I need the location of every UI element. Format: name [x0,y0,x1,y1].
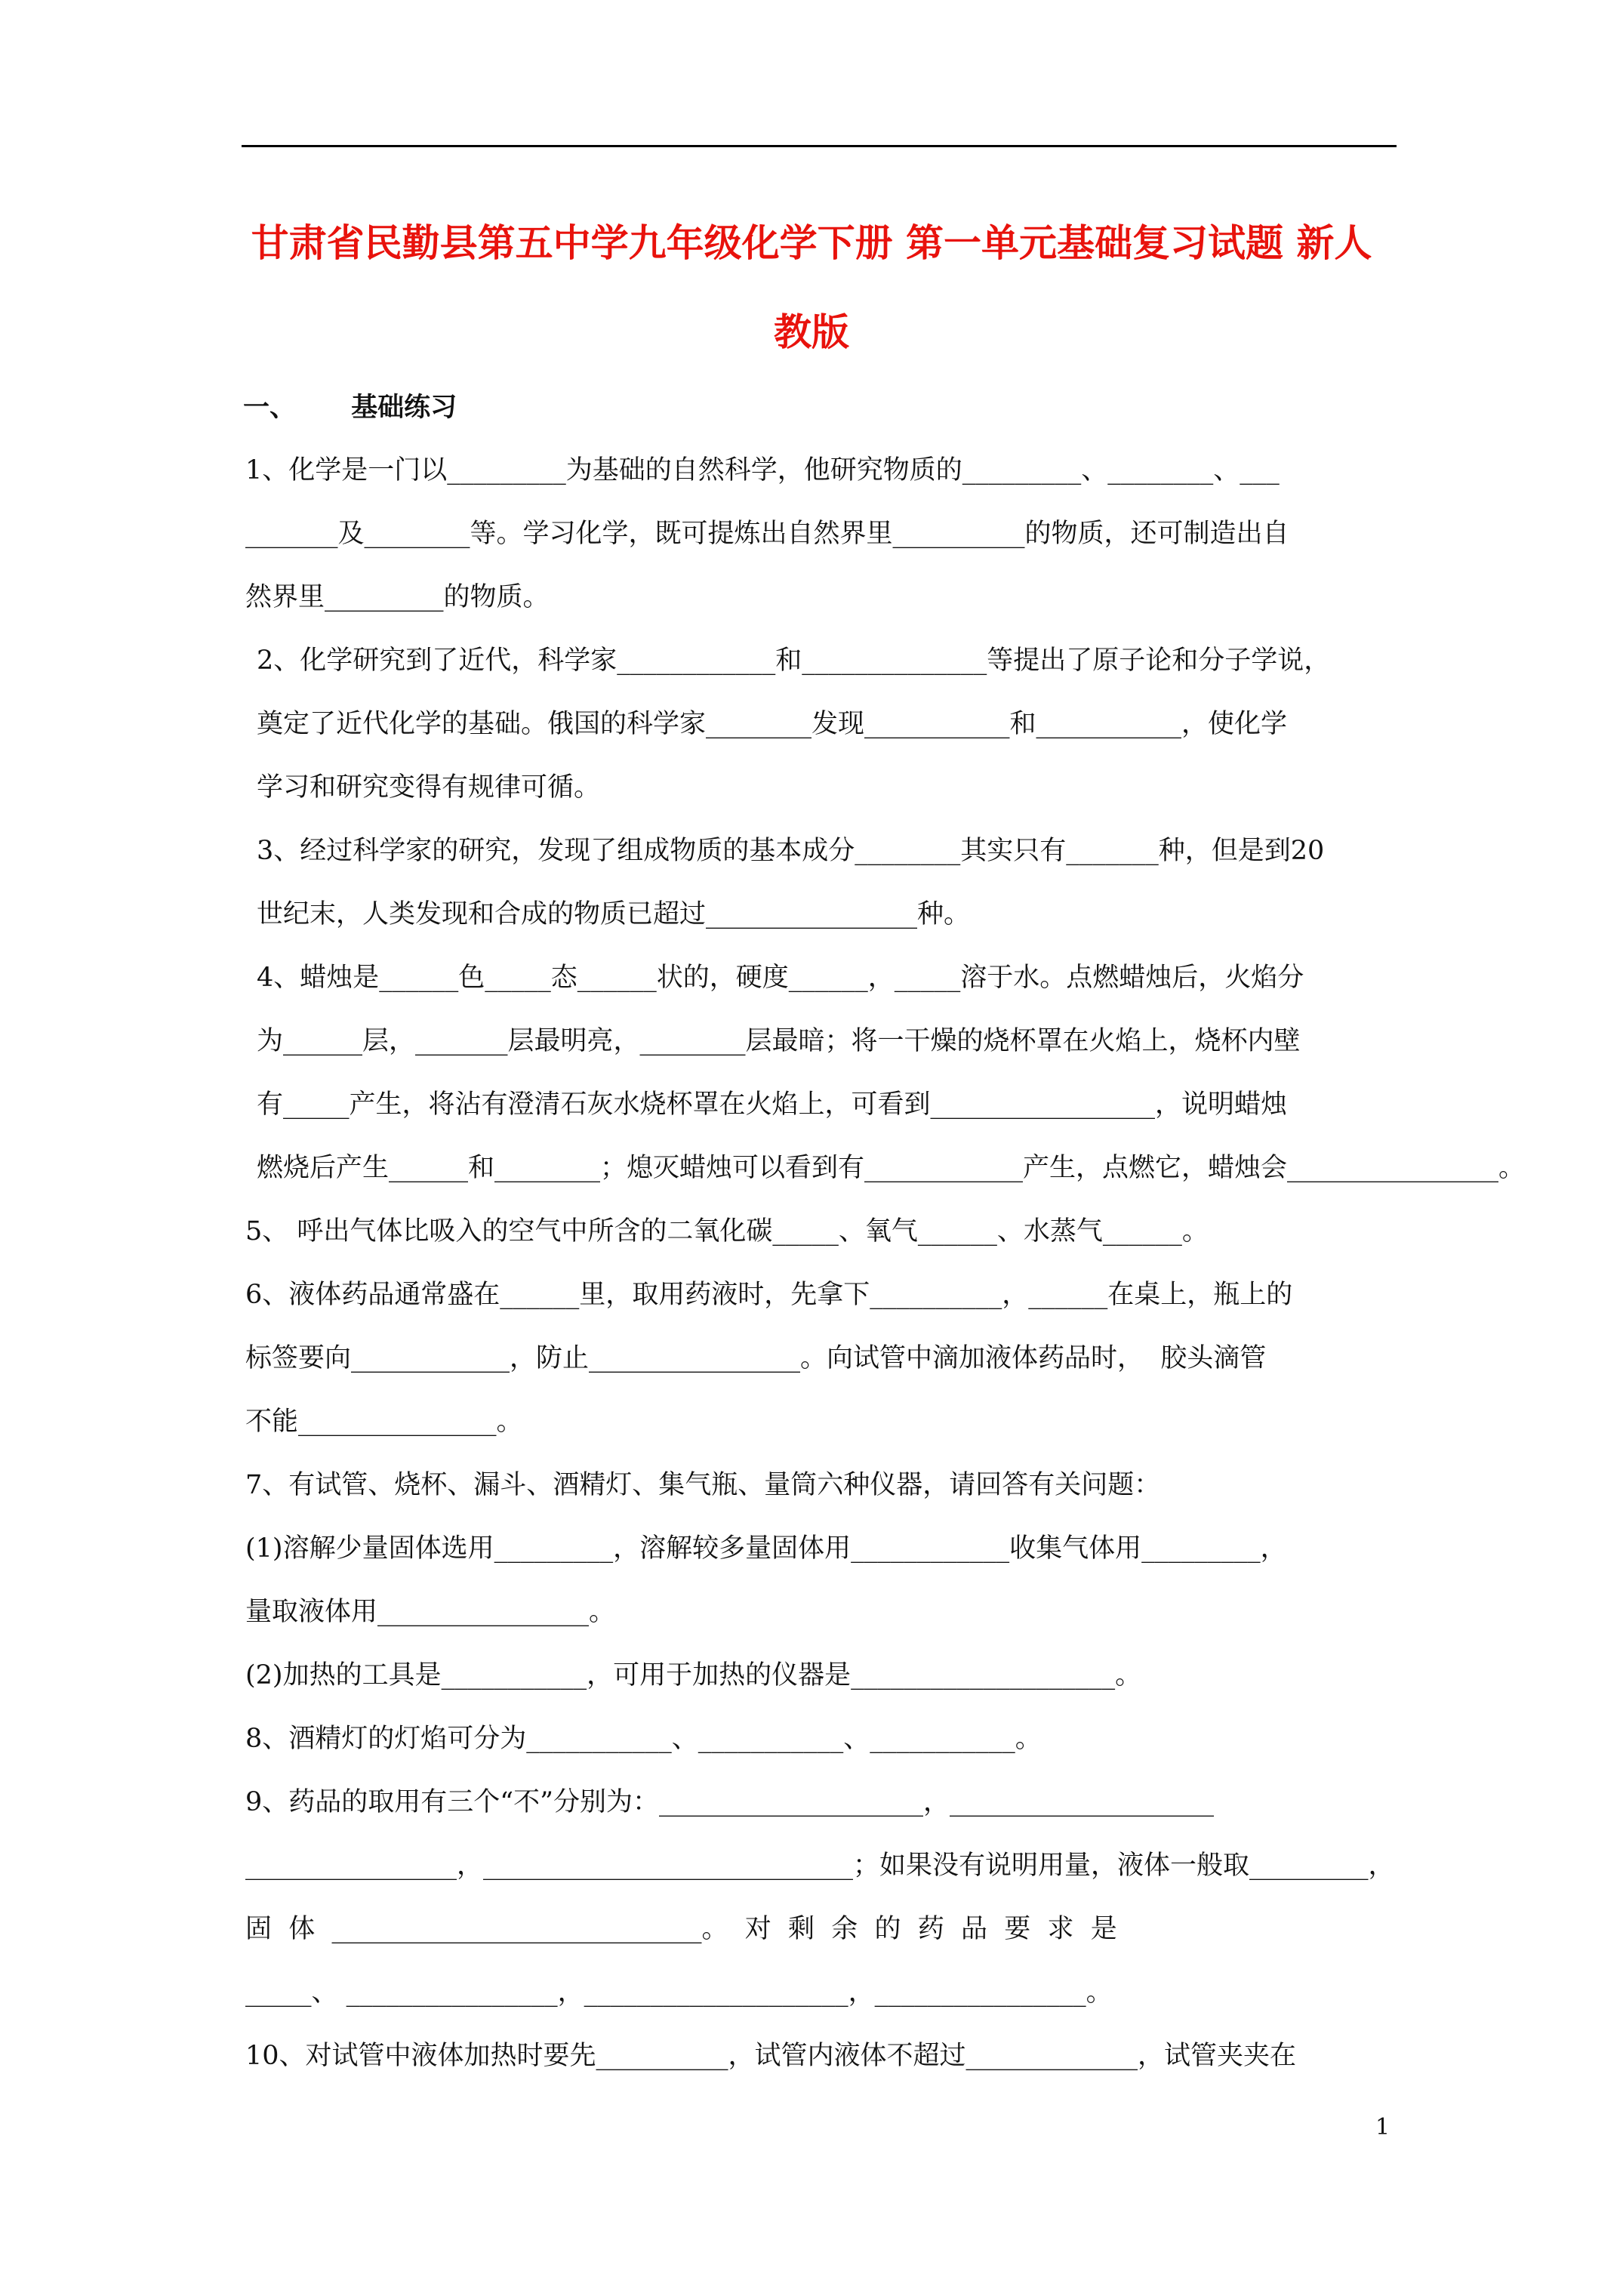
question-2-line-3: 学习和研究变得有规律可循。 [257,772,601,803]
question-2-line-1: 2、化学研究到了近代，科学家____________和______________等提出了原子论和分子学说， [257,646,1331,676]
question-4-line-1: 4、蜡烛是______色_____态______状的，硬度______，_____溶于水。点燃蜡烛后，火焰分 [257,963,1304,993]
question-9-line-2: ________________，____________________________；如果没有说明用量，液体一般取_________， [245,1851,1395,1881]
question-7-line-3: 量取液体用________________。 [245,1597,616,1627]
question-9-line-1: 9、药品的取用有三个“不”分别为：____________________，____________________ [245,1787,1215,1817]
document-title-line-2: 教版 [774,310,849,354]
question-6-line-1: 6、液体药品通常盛在______里，取用药液时，先拿下__________，______在桌上，瓶上的 [245,1280,1293,1310]
question-7-line-4: (2)加热的工具是___________，可用于加热的仪器是____________________。 [245,1660,1142,1690]
question-4-line-3: 有_____产生，将沾有澄清石灰水烧杯罩在火焰上，可看到_________________，说明蜡烛 [257,1089,1288,1120]
question-4-line-2: 为______层，_______层最明亮，________层最暗；将一干燥的烧杯罩在火焰上，烧杯内壁 [257,1026,1301,1056]
question-2-line-2: 奠定了近代化学的基础。俄国的科学家________发现___________和___________，使化学 [257,709,1288,739]
section-heading: 一、 基础练习 [243,393,457,423]
question-4-line-4: 燃烧后产生______和________；熄灭蜡烛可以看到有____________产生，点燃它，蜡烛会________________。 [257,1153,1526,1183]
question-10-line-1: 10、对试管中液体加热时要先__________，试管内液体不超过_____________，试管夹夹在 [245,2041,1297,2071]
question-9-line-3: 固 体 ____________________________。 对 剩 余 的 药 品 要 求 是 [245,1914,1117,1944]
question-5-line-1: 5、 呼出气体比吸入的空气中所含的二氧化碳_____、氧气______、水蒸气______。 [245,1216,1209,1247]
question-3-line-1: 3、经过科学家的研究，发现了组成物质的基本成分________其实只有_______种，但是到20 [257,836,1325,866]
question-1-line-3: 然界里_________的物质。 [245,582,550,612]
question-1-line-1: 1、化学是一门以_________为基础的自然科学，他研究物质的_________、________、___ [245,455,1280,485]
page-number: 1 [1375,2114,1390,2140]
question-3-line-2: 世纪末，人类发现和合成的物质已超过________________种。 [257,899,971,929]
question-7-line-1: 7、有试管、烧杯、漏斗、酒精灯、集气瓶、量筒六种仪器，请回答有关问题： [245,1470,1161,1500]
question-9-line-4: _____、 ________________，____________________，________________。 [245,1977,1113,2008]
question-6-line-3: 不能_______________。 [245,1407,523,1437]
header-rule [242,145,1397,147]
question-8-line-1: 8、酒精灯的灯焰可分为___________、___________、___________。 [245,1724,1042,1754]
question-1-line-2: _______及________等。学习化学，既可提炼出自然界里__________的物质，还可制造出自 [245,519,1289,549]
document-title-line-1: 甘肃省民勤县第五中学九年级化学下册 第一单元基础复习试题 新人 [251,221,1372,265]
question-6-line-2: 标签要向____________，防止________________。向试管中滴加液体药品时， 胶头滴管 [245,1343,1267,1373]
question-7-line-2: (1)溶解少量固体选用_________，溶解较多量固体用____________收集气体用_________， [245,1533,1287,1564]
